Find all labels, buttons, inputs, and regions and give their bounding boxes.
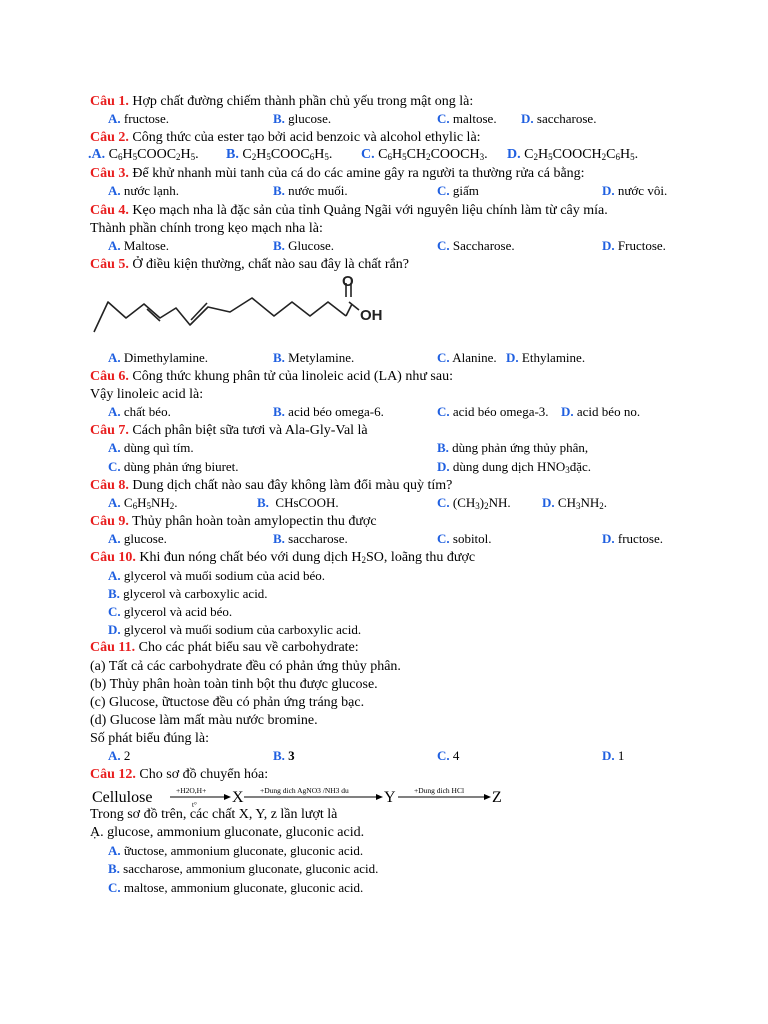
option-c: C. Saccharose. xyxy=(437,237,515,253)
option-c: C. acid béo omega-3. xyxy=(437,404,549,420)
question-text: Thủy phân hoàn toàn amylopectin thu được xyxy=(132,513,377,529)
question-label: Câu 3. xyxy=(90,166,129,182)
hydroxyl-label: OH xyxy=(360,306,383,324)
option-b: B. dùng phản ứng thủy phân, xyxy=(437,440,589,456)
question-9-options xyxy=(90,531,690,549)
scheme-y: Y xyxy=(384,789,396,807)
option-d: D. Fructose. xyxy=(602,237,666,253)
question-3 xyxy=(90,165,690,183)
question-label: Câu 2. xyxy=(90,130,129,146)
question-1 xyxy=(90,93,690,111)
option-c: C. giấm xyxy=(437,183,479,199)
question-4-options xyxy=(90,238,690,256)
question-label: Câu 7. xyxy=(90,423,129,439)
option-b: B. $C_2H_5COOC_6H_5$. xyxy=(226,147,333,163)
option-c: C. maltose. xyxy=(437,111,497,127)
question-9 xyxy=(90,513,690,531)
question-8 xyxy=(90,477,690,495)
question-8-options xyxy=(90,495,690,513)
question-text: Hợp chất đường chiếm thành phần chủ yếu trong mật ong là: xyxy=(132,94,474,109)
question-text: Công thức của ester tạo bởi acid benzoic và alcohol ethylic là: xyxy=(132,130,481,146)
question-6-options xyxy=(90,404,690,422)
option-a: A. Maltose. xyxy=(108,237,170,253)
question-3-options xyxy=(90,183,690,201)
question-label: Câu 11. xyxy=(90,640,136,656)
option-b: B. glycerol và carboxylic acid. xyxy=(108,586,268,602)
option-b: B. saccharose, ammonium gluconate, gluconic acid. xyxy=(108,861,379,877)
scheme-reagent-1: +H2O,H+ xyxy=(176,786,207,796)
statement-b: (b) Thủy phân hoàn toàn tinh bột thu được glucose. xyxy=(90,676,378,692)
question-text: Khi đun nóng chất béo với dung dịch $H_2SO$, loãng thu được xyxy=(139,549,476,565)
statement-d: (d) Glucose làm mất màu nước bromine. xyxy=(90,712,318,728)
question-2-options xyxy=(90,147,690,165)
option-d: D. glycerol và muối sodium của carboxylic acid. xyxy=(108,622,362,638)
option-c: C. dùng phản ứng biuret. xyxy=(108,458,239,474)
option-c: C. $C_6H_5CH_2COOCH_3$. xyxy=(361,147,488,163)
scheme-z: Z xyxy=(492,789,502,807)
option-b: B. Metylamine. xyxy=(273,349,355,365)
question-5-options xyxy=(90,350,690,368)
question-text: Công thức khung phân tử của linoleic acid (LA) như sau: xyxy=(132,369,453,385)
option-d: D. Ethylamine. xyxy=(506,349,586,365)
question-12-answer-line: Ạ. glucose, ammonium gluconate, gluconic acid. xyxy=(90,825,365,841)
option-d: D. 1 xyxy=(602,748,625,763)
question-7-options-row-1 xyxy=(90,440,690,458)
option-a: A. fructose. xyxy=(108,111,170,127)
reaction-scheme xyxy=(90,784,690,809)
reaction-scheme-diagram xyxy=(90,784,520,808)
skeletal-formula xyxy=(90,274,400,350)
question-label: Câu 10. xyxy=(90,549,136,565)
option-d: D. $C_2H_5COOCH_2C_6H_5$. xyxy=(507,147,639,163)
question-text: Để khử nhanh mùi tanh của cá do các amine gây ra người ta thường rửa cá bằng: xyxy=(132,166,585,182)
question-text: Ở điều kiện thường, chất nào sau đây là chất rắn? xyxy=(132,256,410,272)
option-a: A. Dimethylamine. xyxy=(108,349,209,365)
oxygen-label: O xyxy=(342,273,354,290)
question-12 xyxy=(90,766,690,784)
option-c: C. glycerol và acid béo. xyxy=(108,604,233,620)
statement-a: (a) Tất cả các carbohydrate đều có phản ứng thủy phân. xyxy=(90,658,401,674)
question-label: Câu 8. xyxy=(90,477,129,493)
option-d: D. fructose. xyxy=(602,530,664,546)
option-d: D. $CH_3NH_2$. xyxy=(542,494,607,511)
option-b: B. acid béo omega-6. xyxy=(273,404,384,420)
scheme-start: Cellulose xyxy=(92,789,153,807)
option-b: B. 3 xyxy=(273,748,295,763)
question-label: Câu 12. xyxy=(90,767,136,783)
scheme-condition-1: t° xyxy=(192,801,197,809)
option-a: A. ữuctose, ammonium gluconate, gluconic acid. xyxy=(108,843,364,859)
question-11-options xyxy=(90,748,690,766)
option-a: A. $C_6H_5NH_2$. xyxy=(108,494,178,511)
question-10 xyxy=(90,549,690,567)
question-text: Cách phân biệt sữa tươi và Ala-Gly-Val là xyxy=(132,423,368,439)
option-b: B. glucose. xyxy=(273,111,332,127)
linoleic-acid-structure xyxy=(90,274,690,350)
option-b: B. CHsCOOH. xyxy=(257,494,339,510)
option-d: D. acid béo no. xyxy=(561,404,641,420)
option-a: A. dùng quì tím. xyxy=(108,440,194,456)
question-label: Câu 1. xyxy=(90,94,129,109)
option-d: D. dùng dung dịch $HNO_3đặc$. xyxy=(437,458,592,475)
option-a: A. glucose. xyxy=(108,530,167,546)
option-c: C. sobitol. xyxy=(437,530,492,546)
question-text: Dung dịch chất nào sau đây không làm đổi màu quỳ tím? xyxy=(132,477,453,493)
option-c: C. Alanine. xyxy=(437,349,497,365)
option-b: B. Glucose. xyxy=(273,237,335,253)
question-text: Cho sơ đồ chuyển hóa: xyxy=(139,767,269,783)
question-2 xyxy=(90,129,690,147)
question-text: Cho các phát biểu sau về carbohydrate: xyxy=(138,640,359,656)
question-11 xyxy=(90,639,690,657)
question-4-text-2: Thành phần chính trong kẹo mạch nha là: xyxy=(90,220,323,236)
question-6-text-2: Vậy linoleic acid là: xyxy=(90,387,204,403)
exam-page xyxy=(90,93,690,897)
statement-c: (c) Glucose, ữtuctose đều có phản ứng tráng bạc. xyxy=(90,694,365,710)
question-6 xyxy=(90,368,690,386)
question-4 xyxy=(90,202,690,220)
option-a: A. glycerol và muối sodium của acid béo. xyxy=(108,568,325,584)
question-label: Câu 5. xyxy=(90,256,129,272)
option-d: D. nước vôi. xyxy=(602,183,668,199)
question-text: Kẹo mạch nha là đặc sản của tỉnh Quảng Ngãi với nguyên liệu chính làm từ cây mía. xyxy=(132,202,608,218)
option-d: D. saccharose. xyxy=(521,111,597,127)
option-a: A. 2 xyxy=(108,748,131,763)
option-a: .A. $C_6H_5COOC_2H_5$. xyxy=(88,147,199,163)
option-a: A. chất béo. xyxy=(108,404,171,420)
option-a: A. nước lạnh. xyxy=(108,183,179,199)
question-7 xyxy=(90,422,690,440)
question-label: Câu 9. xyxy=(90,513,129,529)
option-c: C. $(CH_3)_2NH$. xyxy=(437,494,511,511)
option-c: C. 4 xyxy=(437,748,460,763)
question-label: Câu 4. xyxy=(90,202,129,218)
question-12-text-2: Trong sơ đồ trên, các chất X, Y, z lần lượt là xyxy=(90,807,338,823)
question-label: Câu 6. xyxy=(90,369,129,385)
question-7-options-row-2 xyxy=(90,459,690,477)
scheme-x: X xyxy=(232,789,244,807)
option-c: C. maltose, ammonium gluconate, gluconic acid. xyxy=(108,879,364,895)
scheme-reagent-3: +Dung dich HCl xyxy=(414,786,465,796)
option-b: B. nước muối. xyxy=(273,183,348,199)
question-11-ask: Số phát biểu đúng là: xyxy=(90,730,209,746)
question-1-options xyxy=(90,111,690,129)
question-5 xyxy=(90,256,690,274)
option-b: B. saccharose. xyxy=(273,530,348,546)
scheme-reagent-2: +Dung dich AgNO3 /NH3 du xyxy=(260,786,349,796)
